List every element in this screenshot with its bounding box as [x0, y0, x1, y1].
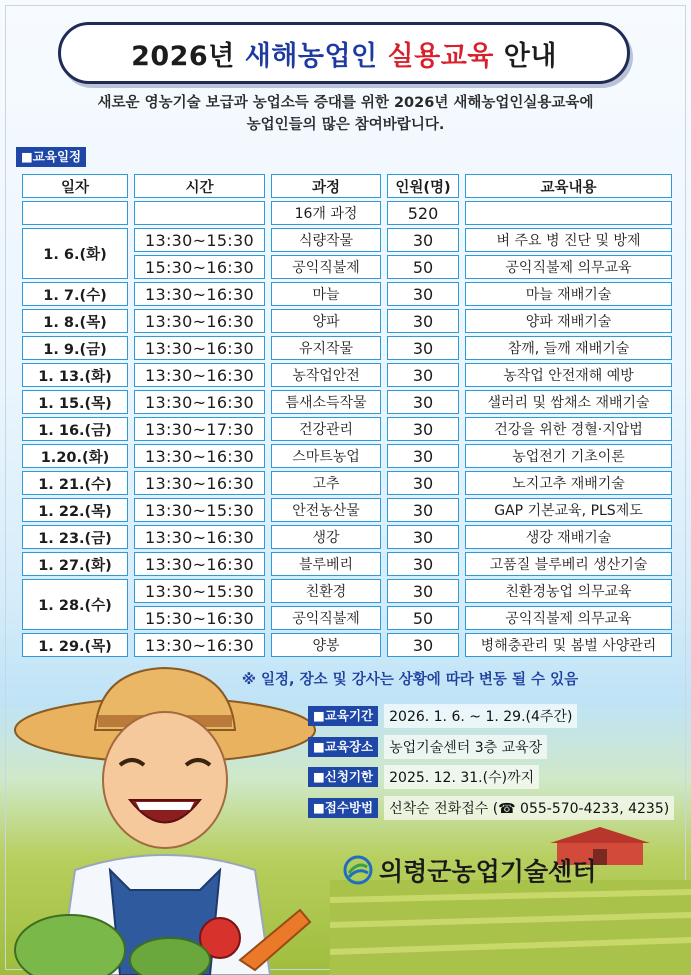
change-notice: ※ 일정, 장소 및 강사는 상황에 따라 변동 될 수 있음: [241, 672, 579, 688]
row-date: 1. 9.(금): [22, 336, 128, 360]
row-content: 샐러리 및 쌈채소 재배기술: [465, 390, 672, 414]
title-year: 2026년: [131, 40, 235, 72]
row-time: 15:30~16:30: [134, 606, 265, 630]
schedule-label: [16, 147, 86, 167]
organization-logo: [343, 852, 596, 888]
row-people: 30: [387, 363, 459, 387]
table-row: [22, 525, 672, 549]
row-people: 30: [387, 633, 459, 657]
row-date: 1. 28.(수): [22, 579, 128, 630]
row-people: 30: [387, 498, 459, 522]
row-course: 고추: [271, 471, 381, 495]
info-period-label: ■교육기간: [308, 706, 378, 726]
table-row: [22, 390, 672, 414]
row-people: 30: [387, 552, 459, 576]
row-people: 30: [387, 309, 459, 333]
header-content: 교육내용: [465, 174, 672, 198]
row-course: 양봉: [271, 633, 381, 657]
row-time: 13:30~16:30: [134, 444, 265, 468]
info-location-value: 농업기술센터 3층 교육장: [384, 735, 547, 759]
schedule-tag: ■교육일정: [16, 147, 86, 167]
row-content: 공익직불제 의무교육: [465, 606, 672, 630]
table-row: [22, 363, 672, 387]
info-location-label: ■교육장소: [308, 737, 378, 757]
row-content: 병해충관리 및 봄벌 사양관리: [465, 633, 672, 657]
row-time: 13:30~15:30: [134, 498, 265, 522]
row-course: 공익직불제: [271, 606, 381, 630]
header-time: 시간: [134, 174, 265, 198]
row-time: 13:30~16:30: [134, 552, 265, 576]
header-people: 인원(명): [387, 174, 459, 198]
info-location: [308, 735, 678, 759]
info-method-value: 선착순 전화접수 (☎ 055-570-4233, 4235): [384, 796, 674, 820]
row-time: 13:30~16:30: [134, 525, 265, 549]
table-total-row: [22, 201, 672, 225]
row-date: 1. 22.(목): [22, 498, 128, 522]
row-content: 참깨, 들깨 재배기술: [465, 336, 672, 360]
row-course: 블루베리: [271, 552, 381, 576]
row-course: 양파: [271, 309, 381, 333]
row-people: 30: [387, 417, 459, 441]
row-date: 1. 29.(목): [22, 633, 128, 657]
table-row: [22, 336, 672, 360]
header-course: 과정: [271, 174, 381, 198]
schedule-table: [16, 171, 678, 660]
row-people: 30: [387, 228, 459, 252]
total-time: [134, 201, 265, 225]
row-time: 13:30~16:30: [134, 336, 265, 360]
row-content: 벼 주요 병 진단 및 방제: [465, 228, 672, 252]
table-row: [22, 417, 672, 441]
row-people: 50: [387, 255, 459, 279]
row-time: 13:30~17:30: [134, 417, 265, 441]
row-course: 마늘: [271, 282, 381, 306]
row-course: 틈새소득작물: [271, 390, 381, 414]
row-content: 고품질 블루베리 생산기술: [465, 552, 672, 576]
row-content: 농작업 안전재해 예방: [465, 363, 672, 387]
table-row: [22, 579, 672, 603]
row-course: 유지작물: [271, 336, 381, 360]
total-course: 16개 과정: [271, 201, 381, 225]
organization-name: 의령군농업기술센터: [379, 857, 597, 886]
row-course: 생강: [271, 525, 381, 549]
row-date: 1. 23.(금): [22, 525, 128, 549]
field-illustration: [330, 880, 691, 975]
row-content: 노지고추 재배기술: [465, 471, 672, 495]
info-method-label: ■접수방법: [308, 798, 378, 818]
row-course: 농작업안전: [271, 363, 381, 387]
row-date: 1. 21.(수): [22, 471, 128, 495]
row-content: 생강 재배기술: [465, 525, 672, 549]
table-row: [22, 309, 672, 333]
table-row: [22, 282, 672, 306]
row-content: 공익직불제 의무교육: [465, 255, 672, 279]
row-course: 스마트농업: [271, 444, 381, 468]
row-date: 1. 16.(금): [22, 417, 128, 441]
header-date: 일자: [22, 174, 128, 198]
page-title: [58, 22, 630, 84]
row-course: 식량작물: [271, 228, 381, 252]
row-content: 농업전기 기초이론: [465, 444, 672, 468]
row-course: 공익직불제: [271, 255, 381, 279]
title-target: 새해농업인: [244, 40, 378, 72]
swirl-logo-icon: [343, 855, 373, 885]
row-date: 1. 13.(화): [22, 363, 128, 387]
table-row: [22, 471, 672, 495]
row-people: 30: [387, 444, 459, 468]
table-row: [22, 633, 672, 657]
row-time: 13:30~15:30: [134, 228, 265, 252]
row-people: 30: [387, 390, 459, 414]
row-course: 건강관리: [271, 417, 381, 441]
info-period: [308, 704, 678, 728]
info-deadline-value: 2025. 12. 31.(수)까지: [384, 765, 539, 789]
row-date: 1. 6.(화): [22, 228, 128, 279]
table-header-row: [22, 174, 672, 198]
row-people: 30: [387, 282, 459, 306]
total-people: 520: [387, 201, 459, 225]
row-time: 13:30~16:30: [134, 390, 265, 414]
row-course: 안전농산물: [271, 498, 381, 522]
intro-text: [20, 92, 671, 136]
row-time: 13:30~16:30: [134, 363, 265, 387]
row-people: 30: [387, 579, 459, 603]
row-content: 마늘 재배기술: [465, 282, 672, 306]
info-period-value: 2026. 1. 6. ~ 1. 29.(4주간): [384, 704, 577, 728]
row-content: 건강을 위한 경혈·지압법: [465, 417, 672, 441]
row-date: 1. 8.(목): [22, 309, 128, 333]
info-deadline-label: ■신청기한: [308, 767, 378, 787]
row-time: 15:30~16:30: [134, 255, 265, 279]
row-time: 13:30~16:30: [134, 471, 265, 495]
row-people: 50: [387, 606, 459, 630]
row-date: 1. 27.(화): [22, 552, 128, 576]
intro-line-2: 농업인들의 많은 참여바랍니다.: [246, 117, 445, 133]
row-content: 친환경농업 의무교육: [465, 579, 672, 603]
row-date: 1. 7.(수): [22, 282, 128, 306]
row-date: 1.20.(화): [22, 444, 128, 468]
table-row: [22, 228, 672, 252]
total-content: [465, 201, 672, 225]
row-time: 13:30~16:30: [134, 633, 265, 657]
title-guide: 안내: [503, 40, 557, 72]
farmer-illustration: [0, 660, 330, 975]
info-deadline: [308, 765, 678, 789]
row-people: 30: [387, 525, 459, 549]
title-program: 실용교육: [387, 40, 494, 72]
total-date: [22, 201, 128, 225]
row-people: 30: [387, 336, 459, 360]
info-method: [308, 796, 678, 820]
intro-line-1: 새로운 영농기술 보급과 농업소득 증대를 위한 2026년 새해농업인실용교육에: [97, 95, 594, 111]
row-people: 30: [387, 471, 459, 495]
row-content: 양파 재배기술: [465, 309, 672, 333]
row-time: 13:30~16:30: [134, 309, 265, 333]
row-content: GAP 기본교육, PLS제도: [465, 498, 672, 522]
row-course: 친환경: [271, 579, 381, 603]
table-row: [22, 498, 672, 522]
row-date: 1. 15.(목): [22, 390, 128, 414]
table-row: [22, 444, 672, 468]
row-time: 13:30~16:30: [134, 282, 265, 306]
row-time: 13:30~15:30: [134, 579, 265, 603]
table-row: [22, 552, 672, 576]
